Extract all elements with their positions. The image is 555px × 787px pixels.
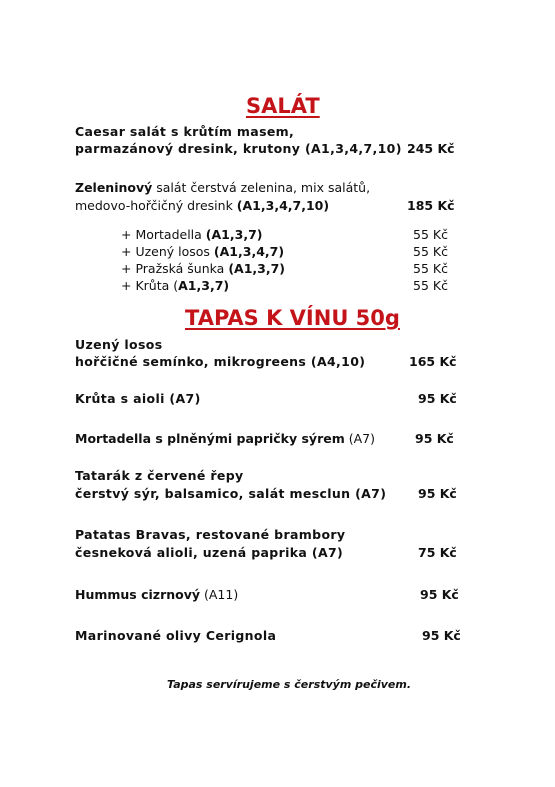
tapas-item-price: 165 Kč: [409, 354, 457, 369]
zeleninovy-line1: [75, 180, 370, 196]
tapas-item-price: 95 Kč: [418, 391, 457, 406]
addon-price: 55 Kč: [413, 227, 448, 242]
tapas-item-price: 95 Kč: [418, 486, 457, 501]
addon-label: + Pražská šunka: [121, 261, 229, 276]
addon-label: + Uzený losos: [121, 244, 214, 259]
zeleninovy-line2: [75, 198, 329, 214]
addon-losos: [121, 244, 284, 260]
tapas-item-allergens: (A11): [200, 587, 239, 602]
tapas-item-name: Mortadella s plněnými papričky sýrem: [75, 431, 345, 446]
zeleninovy-dressing: medovo-hořčičný dresink: [75, 198, 237, 213]
addon-price: 55 Kč: [413, 278, 448, 293]
tapas-item-desc: čerstvý sýr, balsamico, salát mesclun (A7): [75, 486, 387, 501]
addon-price: 55 Kč: [413, 244, 448, 259]
addon-price: 55 Kč: [413, 261, 448, 276]
tapas-item-name: Patatas Bravas, restované brambory: [75, 527, 346, 542]
tapas-item-desc: česneková alioli, uzená paprika (A7): [75, 545, 344, 560]
addon-mortadella: [121, 227, 263, 243]
addon-sunka: [121, 261, 285, 277]
tapas-item-allergens: (A7): [344, 431, 375, 446]
addon-allergens: (A1,3,4,7): [213, 244, 285, 259]
tapas-heading: TAPAS K VÍNU 50g: [185, 306, 400, 330]
tapas-item-name: Marinované olivy Cerignola: [75, 628, 277, 643]
addon-label: + Krůta (: [121, 278, 179, 293]
tapas-footer-note: Tapas servírujeme s čerstvým pečivem.: [167, 678, 412, 691]
addon-allergens: (A1,3,7): [205, 227, 263, 242]
tapas-item-price: 95 Kč: [422, 628, 461, 643]
zeleninovy-name: Zeleninový: [75, 180, 153, 195]
tapas-item-mortadella: [75, 431, 375, 447]
tapas-item-name: Krůta s aioli (A7): [75, 391, 201, 406]
tapas-item-hummus: [75, 587, 238, 603]
caesar-price: 245 Kč: [407, 141, 455, 156]
tapas-item-price: 95 Kč: [420, 587, 459, 602]
salat-heading: SALÁT: [246, 94, 320, 118]
tapas-item-price: 75 Kč: [418, 545, 457, 560]
zeleninovy-allergens: (A1,3,4,7,10): [236, 198, 330, 213]
tapas-item-price: 95 Kč: [415, 431, 454, 446]
addon-label: + Mortadella: [121, 227, 206, 242]
zeleninovy-price: 185 Kč: [407, 198, 455, 213]
tapas-item-desc: hořčičné semínko, mikrogreens (A4,10): [75, 354, 366, 369]
zeleninovy-desc: salát čerstvá zelenina, mix salátů,: [152, 180, 371, 195]
caesar-line2: parmazánový dresink, krutony (A1,3,4,7,10): [75, 141, 402, 156]
addon-allergens: A1,3,7): [178, 278, 230, 293]
addon-kruta: [121, 278, 229, 294]
tapas-item-name: Uzený losos: [75, 337, 163, 352]
tapas-item-name: Hummus cizrnový: [75, 587, 201, 602]
tapas-item-name: Tatarák z červené řepy: [75, 468, 244, 483]
addon-allergens: (A1,3,7): [228, 261, 286, 276]
caesar-line1: Caesar salát s krůtím masem,: [75, 124, 295, 139]
